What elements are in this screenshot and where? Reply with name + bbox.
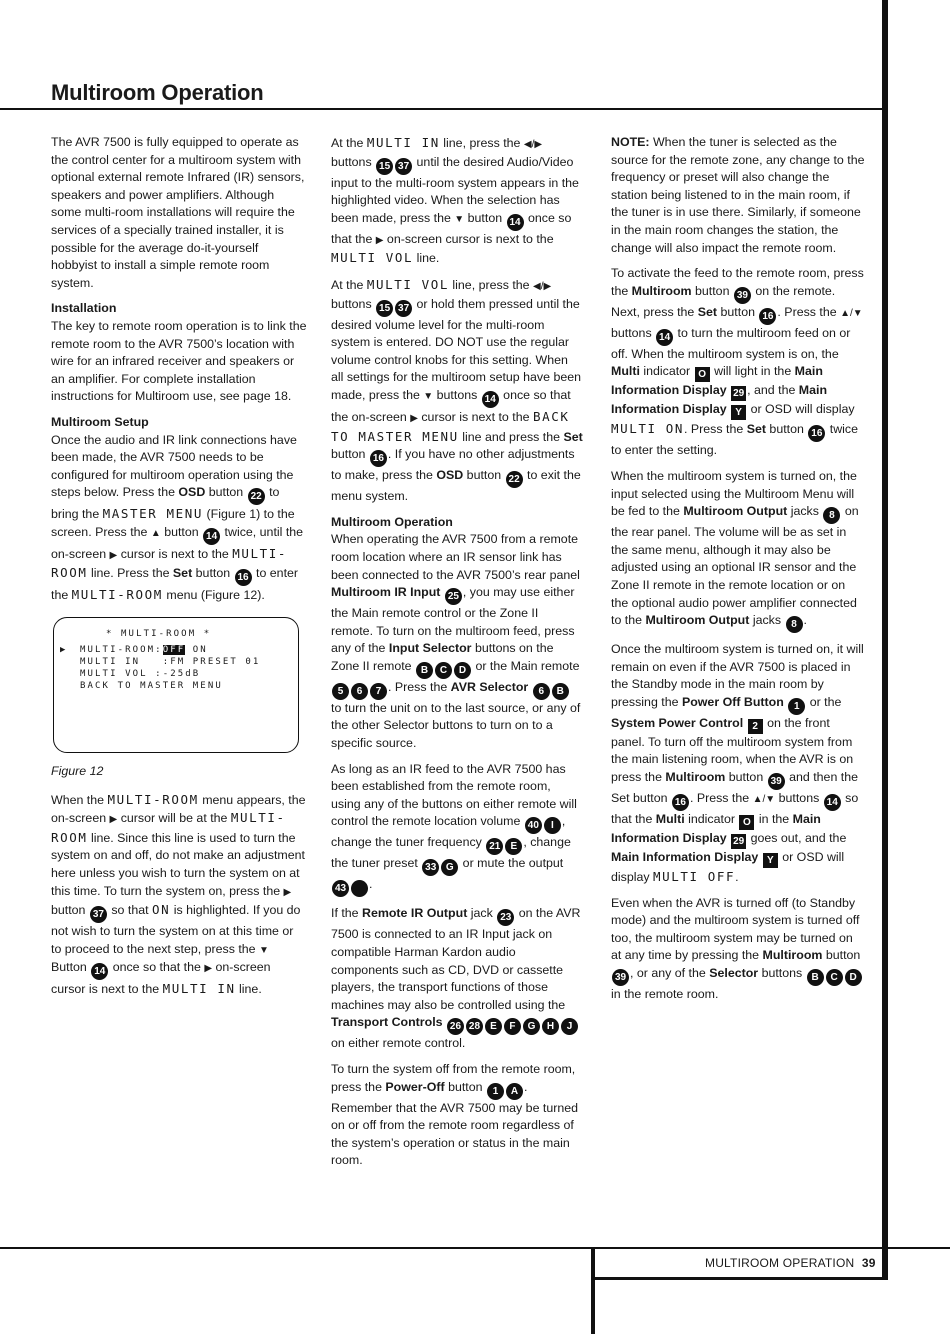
- text: buttons: [758, 966, 806, 981]
- osd-multi-on: MULTI ON: [611, 421, 685, 437]
- right-arrow-icon: ▶: [283, 886, 292, 898]
- text: buttons: [433, 387, 481, 402]
- callout-B: B: [807, 969, 824, 986]
- note-label: NOTE:: [611, 135, 650, 149]
- remote-ir-output-label: Remote IR Output: [362, 906, 468, 921]
- text: button: [725, 770, 767, 785]
- text: on the AVR 7500 is connected to an IR Input jack on compatible Harman Kardon audio components such as CD, DVD or cassette players, the transport functions of those machines may also be controlled using the: [331, 906, 581, 1012]
- column-1: [51, 134, 307, 1007]
- callout-6: 6: [533, 683, 550, 700]
- text: , and the: [747, 383, 799, 398]
- text: . Remember that the AVR 7500 may be turned on or off from the remote room regardless of the system’s operation or status in the main room.: [331, 1079, 579, 1168]
- text: When the multiroom system is turned on, the input selected using the Multiroom Menu will be fed to the: [611, 468, 857, 519]
- text: Once the multiroom system is turned on, it will remain on even if the AVR 7500 is placed in the Standby mode in the main room by pressing the: [611, 642, 864, 709]
- text: or the: [806, 694, 842, 709]
- callout-14: 14: [824, 794, 841, 811]
- callout-33: 33: [422, 859, 439, 876]
- text: on the rear panel. The volume will be as set in the same menu, although it may also be adjusted using an optional IR sensor and the Zone II remote in the remote location or on the optional audio power amplifier connected to the: [611, 504, 859, 628]
- callout-O: O: [695, 367, 710, 382]
- multiroom-output-label: Multiroom Output: [645, 613, 750, 628]
- text: To activate the feed to the remote room, press the: [611, 266, 864, 298]
- text: in the: [755, 812, 793, 827]
- osd-multi-room: MULTI-ROOM: [51, 810, 286, 845]
- right-arrow-icon: ▶: [204, 963, 213, 975]
- page-title: Multiroom Operation: [51, 80, 264, 105]
- osd-multi-vol: MULTI VOL: [331, 250, 414, 266]
- right-arrow-icon: ▶: [410, 412, 418, 424]
- text: At the: [331, 136, 367, 150]
- text: .: [369, 877, 373, 892]
- callout-26: 26: [447, 1018, 464, 1035]
- text: to turn the unit on to the last source, or any of the other Selector buttons to turn on to a specific source.: [331, 700, 581, 751]
- callout-37: 37: [395, 158, 412, 175]
- text: button: [51, 903, 89, 918]
- osd-multi-vol: MULTI VOL: [366, 276, 449, 292]
- down-arrow-icon: ▼: [423, 390, 434, 402]
- callout-16: 16: [235, 569, 252, 586]
- callout-14: 14: [656, 329, 673, 346]
- power-off-label: Power-Off: [385, 1079, 445, 1094]
- set-label: Set: [563, 429, 583, 444]
- column-2: [331, 134, 583, 1178]
- text: line, press the: [448, 277, 533, 292]
- callout-15: 15: [376, 300, 393, 317]
- text: . If you have no other adjustments to make, press the: [331, 447, 575, 483]
- osd-line-3: MULTI VOL :-25dB: [80, 669, 201, 680]
- text: , or any of the: [630, 966, 710, 981]
- text: button: [205, 485, 247, 500]
- osd-multi-room: MULTI-ROOM: [71, 587, 163, 603]
- text: .: [735, 870, 739, 885]
- text: or OSD will display: [611, 850, 845, 885]
- column-3: [611, 134, 865, 1012]
- text: [528, 680, 531, 694]
- callout-37: 37: [395, 300, 412, 317]
- main-info-display-label: Main Information Display: [611, 383, 828, 417]
- set-label: Set: [746, 422, 766, 437]
- multiroom-label: Multiroom: [631, 283, 692, 298]
- callout-14: 14: [203, 528, 220, 545]
- text: When the tuner is selected as the source for the remote zone, any change to the frequency or preset will also change the station being listened to in the main room, if the tuner is in use there. Similarly, if someone in the main room changes the station, the change will also impact the remote room.: [611, 135, 865, 255]
- left-right-arrow-icon: ◀/▶: [533, 280, 552, 292]
- text: line.: [413, 251, 440, 266]
- text: cursor is next to the: [417, 409, 533, 424]
- text: button: [464, 210, 506, 225]
- callout-39: 39: [734, 287, 751, 304]
- text: to bring the: [51, 485, 280, 522]
- operation-heading: Multiroom Operation: [331, 514, 453, 529]
- osd-master-menu: MASTER MENU: [102, 506, 204, 522]
- operation-section: [331, 514, 583, 753]
- text: button: [717, 304, 759, 319]
- text: line. Since this line is used to turn the system on and off, do not make an adjustment here unless you wish to turn the system on at this time. To turn the system on, press the: [51, 830, 305, 898]
- text: button: [160, 524, 203, 539]
- text: to turn the multiroom feed on or off. When the multiroom system is on, the: [611, 325, 851, 361]
- callout-I: I: [544, 817, 561, 834]
- callout-14: 14: [507, 214, 524, 231]
- text: or hold them pressed until the desired volume level for the multi-room system is entered. DO NOT use the regular volume control knobs for this setting. When all settings for the multiroom setup have been made, press the: [331, 296, 582, 402]
- up-arrow-icon: ▲: [150, 527, 161, 539]
- text: button: [765, 422, 808, 437]
- text: once so that the on-screen: [331, 387, 571, 424]
- note-paragraph: [611, 134, 865, 257]
- callout-O: O: [739, 815, 754, 830]
- callout-Y: Y: [763, 853, 778, 868]
- callout-25: 25: [445, 588, 462, 605]
- down-arrow-icon: ▼: [259, 944, 269, 956]
- right-arrow-icon: ▶: [109, 549, 118, 561]
- transport-controls-label: Transport Controls: [331, 1015, 443, 1030]
- installation-heading: Installation: [51, 301, 117, 316]
- text: When the: [51, 792, 108, 807]
- multiroom-output-label: Multiroom Output: [683, 504, 788, 519]
- text: Once the audio and IR link connections have been made, the AVR 7500 needs to be configured for multiroom operation using the steps below. Press the: [51, 432, 297, 500]
- multiroom-label: Multiroom: [762, 948, 823, 963]
- multi-label: Multi: [611, 364, 640, 379]
- callout-37: 37: [90, 906, 107, 923]
- text: buttons: [775, 791, 823, 806]
- callout-43: 43: [332, 880, 349, 897]
- callout-29: 29: [733, 836, 745, 848]
- osd-cursor-icon: ▶: [60, 645, 68, 656]
- text: cursor will be at the: [117, 811, 231, 826]
- callout-1: 1: [487, 1083, 504, 1100]
- text: twice to enter the setting.: [611, 422, 859, 458]
- text: once so that the: [331, 210, 572, 246]
- mute-callout-icon: [351, 880, 368, 897]
- callout-J: J: [561, 1018, 578, 1035]
- selector-label: Selector: [709, 966, 759, 981]
- text: on the front panel. To turn off the multiroom system from the main listening room, when the AVR is on press the: [611, 715, 854, 785]
- callout-A: A: [506, 1083, 523, 1100]
- callout-29: 29: [733, 388, 745, 400]
- text: If the: [331, 906, 362, 921]
- text: Even when the AVR is turned off (to Standby mode) and the multiroom system is turned off too, the multiroom system may be turned on at any time by pressing the: [611, 895, 860, 963]
- set-label: Set: [172, 566, 193, 581]
- callout-C: C: [826, 969, 843, 986]
- activate-feed-paragraph: [611, 265, 865, 460]
- callout-Y: Y: [731, 405, 746, 420]
- osd-multi-off: MULTI OFF: [653, 869, 736, 885]
- text: , you may use either the Main remote control or the Zone II remote. To turn on the multiroom feed, press any of the: [331, 585, 575, 656]
- text: line. Press the: [87, 566, 173, 581]
- callout-G: G: [441, 859, 458, 876]
- callout-2: 2: [748, 719, 763, 734]
- text: goes out, and the: [747, 831, 847, 846]
- remote-ir-output-paragraph: [331, 905, 583, 1053]
- text: button: [822, 948, 861, 963]
- text: [727, 402, 730, 416]
- text: . Press the: [689, 791, 753, 806]
- installation-section: [51, 300, 307, 406]
- text: . Press the: [388, 679, 451, 694]
- callout-40: 40: [525, 817, 542, 834]
- text: and then the Set button: [611, 770, 858, 806]
- callout-D: D: [845, 969, 862, 986]
- callout-16: 16: [759, 308, 776, 325]
- multi-vol-paragraph: [331, 276, 583, 506]
- callout-H: H: [542, 1018, 559, 1035]
- page-footer: [705, 1256, 876, 1270]
- callout-28: 28: [466, 1018, 483, 1035]
- setup-section: [51, 414, 307, 605]
- text: or mute the output: [459, 856, 564, 871]
- text: button: [444, 1079, 486, 1094]
- callout-F: F: [504, 1018, 521, 1035]
- text: will light in the: [710, 364, 795, 379]
- right-vertical-rule: [882, 0, 888, 1280]
- left-right-arrow-icon: ◀/▶: [523, 139, 543, 150]
- osd-line1-label: MULTI-ROOM:: [80, 645, 163, 656]
- right-arrow-icon: ▶: [109, 814, 118, 826]
- text: to exit the menu system.: [331, 468, 581, 504]
- callout-16: 16: [672, 794, 689, 811]
- osd-screen-figure: [53, 617, 299, 753]
- osd-label: OSD: [178, 485, 206, 500]
- text: to enter the: [51, 566, 299, 603]
- callout-16: 16: [370, 450, 387, 467]
- callout-14: 14: [482, 391, 499, 408]
- ir-feed-paragraph: [331, 761, 583, 898]
- callout-23: 23: [497, 909, 514, 926]
- callout-D: D: [454, 662, 471, 679]
- osd-off-highlight: OFF: [162, 645, 186, 656]
- text: twice, until the on-screen: [51, 524, 304, 561]
- text: so that: [107, 903, 152, 918]
- figure-caption: Figure 12: [51, 764, 104, 779]
- text: To turn the system off from the remote room, press the: [331, 1062, 576, 1094]
- text: button: [463, 468, 505, 483]
- callout-21: 21: [486, 838, 503, 855]
- standby-paragraph: [611, 641, 865, 887]
- text: buttons: [331, 154, 376, 169]
- callout-C: C: [435, 662, 452, 679]
- callout-8: 8: [823, 507, 840, 524]
- footer-left-vertical-rule: [591, 1247, 595, 1334]
- osd-label: OSD: [436, 468, 464, 483]
- text: jacks: [787, 504, 823, 519]
- multiroom-output-paragraph: [611, 468, 865, 633]
- osd-line-2: MULTI IN :FM PRESET 01: [80, 657, 261, 668]
- text: buttons: [331, 296, 376, 311]
- text: cursor is next to the: [117, 546, 233, 561]
- text: on-screen cursor is next to the: [383, 231, 554, 246]
- osd-multi-room: MULTI-ROOM: [107, 791, 199, 807]
- osd-line-4: BACK TO MASTER MENU: [80, 681, 223, 692]
- power-off-paragraph: [331, 1061, 583, 1170]
- callout-16: 16: [808, 425, 825, 442]
- text: . Press the: [684, 422, 747, 437]
- callout-5: 5: [332, 683, 349, 700]
- text: buttons: [611, 325, 656, 340]
- callout-22: 22: [248, 488, 265, 505]
- callout-7: 7: [370, 683, 387, 700]
- text: .: [803, 613, 807, 628]
- intro-paragraph: The AVR 7500 is fully equipped to operate as the control center for a multiroom system with optional external remote Infrared (IR) sensors, speakers and power amplifiers. Although some multi-room installations will require the services of a specially trained installer, it is possible for the average do-it-yourself hobbyist to install a simple remote room system.: [51, 135, 305, 290]
- avr-selector-label: AVR Selector: [450, 679, 529, 694]
- text: menu (Figure 12).: [162, 588, 265, 603]
- callout-14: 14: [91, 963, 108, 980]
- callout-8: 8: [786, 616, 803, 633]
- osd-on: ON: [152, 902, 171, 918]
- text: At the: [331, 277, 367, 292]
- footer-bottom-rule: [593, 1277, 885, 1280]
- down-arrow-icon: ▼: [454, 213, 465, 225]
- text: As long as an IR feed to the AVR 7500 has been established from the remote room, using any of the buttons on either remote will control the remote location volume: [331, 761, 577, 829]
- power-off-button-label: Power Off Button: [681, 694, 784, 709]
- text: button: [691, 283, 733, 298]
- callout-39: 39: [768, 773, 785, 790]
- text: . Press the: [777, 304, 841, 319]
- callout-6: 6: [351, 683, 368, 700]
- set-label: Set: [697, 304, 718, 319]
- osd-on-option: ON: [185, 645, 208, 656]
- callout-E: E: [505, 838, 522, 855]
- text: on the remote. Next, press the: [611, 283, 836, 319]
- text: indicator: [639, 364, 694, 379]
- callout-E: E: [485, 1018, 502, 1035]
- text: buttons on the Zone II remote: [331, 641, 554, 673]
- footer-section: MULTIROOM OPERATION: [705, 1256, 855, 1270]
- text: When operating the AVR 7500 from a remote room location where an IR sensor link has been connected to the AVR 7500’s rear panel: [331, 532, 580, 582]
- osd-multi-in: MULTI IN: [366, 135, 440, 150]
- callout-1: 1: [788, 698, 805, 715]
- setup-heading: Multiroom Setup: [51, 414, 149, 429]
- osd-multi-room: MULTI-ROOM: [51, 545, 288, 581]
- text: on either remote control.: [331, 1036, 466, 1051]
- main-info-display-label: Main Information Display: [611, 364, 823, 398]
- right-arrow-icon: ▶: [375, 234, 384, 246]
- text: in the remote room.: [611, 987, 719, 1002]
- footer-rule: [0, 1247, 950, 1249]
- callout-22: 22: [506, 471, 523, 488]
- header-rule: [0, 108, 884, 110]
- text: button: [331, 447, 369, 462]
- text: line and press the: [458, 429, 564, 444]
- text: (Figure 1) to the screen. Press the: [51, 507, 295, 539]
- callout-39: 39: [612, 969, 629, 986]
- text: jacks: [749, 613, 785, 628]
- multi-label: Multi: [655, 812, 685, 827]
- text: , change the tuner frequency: [331, 814, 566, 850]
- page-number: 39: [861, 1256, 876, 1270]
- text: button: [192, 566, 234, 581]
- up-down-arrow-icon: ▲/▼: [752, 794, 776, 806]
- system-power-control-label: System Power Control: [611, 715, 744, 730]
- callout-15: 15: [376, 158, 393, 175]
- text: line, press the: [439, 136, 524, 150]
- text: until the desired Audio/Video input to the multi-room system appears in the highlighted video. When the selection has been made, press the: [331, 154, 579, 225]
- text: is highlighted. If you do not wish to turn the system on at this time or to proceed to the next step, press the: [51, 903, 301, 956]
- text: menu appears, the on-screen: [51, 792, 306, 826]
- text: once so that the: [109, 960, 205, 975]
- installation-text: The key to remote room operation is to link the remote room to the AVR 7500’s location with wire for an infrared receiver and speakers or an amplifier. For complete installation instructions for Multiroom use, see page 18.: [51, 318, 307, 404]
- multiroom-menu-paragraph: [51, 791, 307, 999]
- callout-G: G: [523, 1018, 540, 1035]
- text: jack: [467, 906, 497, 921]
- callout-B: B: [552, 683, 569, 700]
- text: on-screen cursor is next to the: [51, 960, 271, 997]
- multi-in-paragraph: [331, 134, 583, 268]
- osd-back-to-master-menu: BACK TO MASTER MENU: [331, 408, 570, 444]
- main-info-display-label: Main Information Display: [611, 812, 821, 846]
- text: or OSD will display: [747, 402, 855, 417]
- multiroom-label: Multiroom: [665, 770, 726, 785]
- input-selector-label: Input Selector: [388, 641, 472, 656]
- callout-B: B: [416, 662, 433, 679]
- text: Button: [51, 960, 91, 975]
- osd-multi-in: MULTI IN: [162, 981, 236, 997]
- text: indicator: [684, 812, 739, 827]
- turn-on-paragraph: [611, 895, 865, 1004]
- text: so that the: [611, 791, 859, 827]
- up-down-arrow-icon: ▲/▼: [840, 307, 863, 319]
- text: or the Main remote: [472, 658, 580, 673]
- text: line.: [235, 982, 262, 997]
- osd-title: * MULTI-ROOM *: [106, 629, 212, 640]
- text: , change the tuner preset: [331, 835, 571, 871]
- main-info-display-label: Main Information Display: [611, 850, 759, 865]
- multiroom-ir-input-label: Multiroom IR Input: [331, 585, 441, 600]
